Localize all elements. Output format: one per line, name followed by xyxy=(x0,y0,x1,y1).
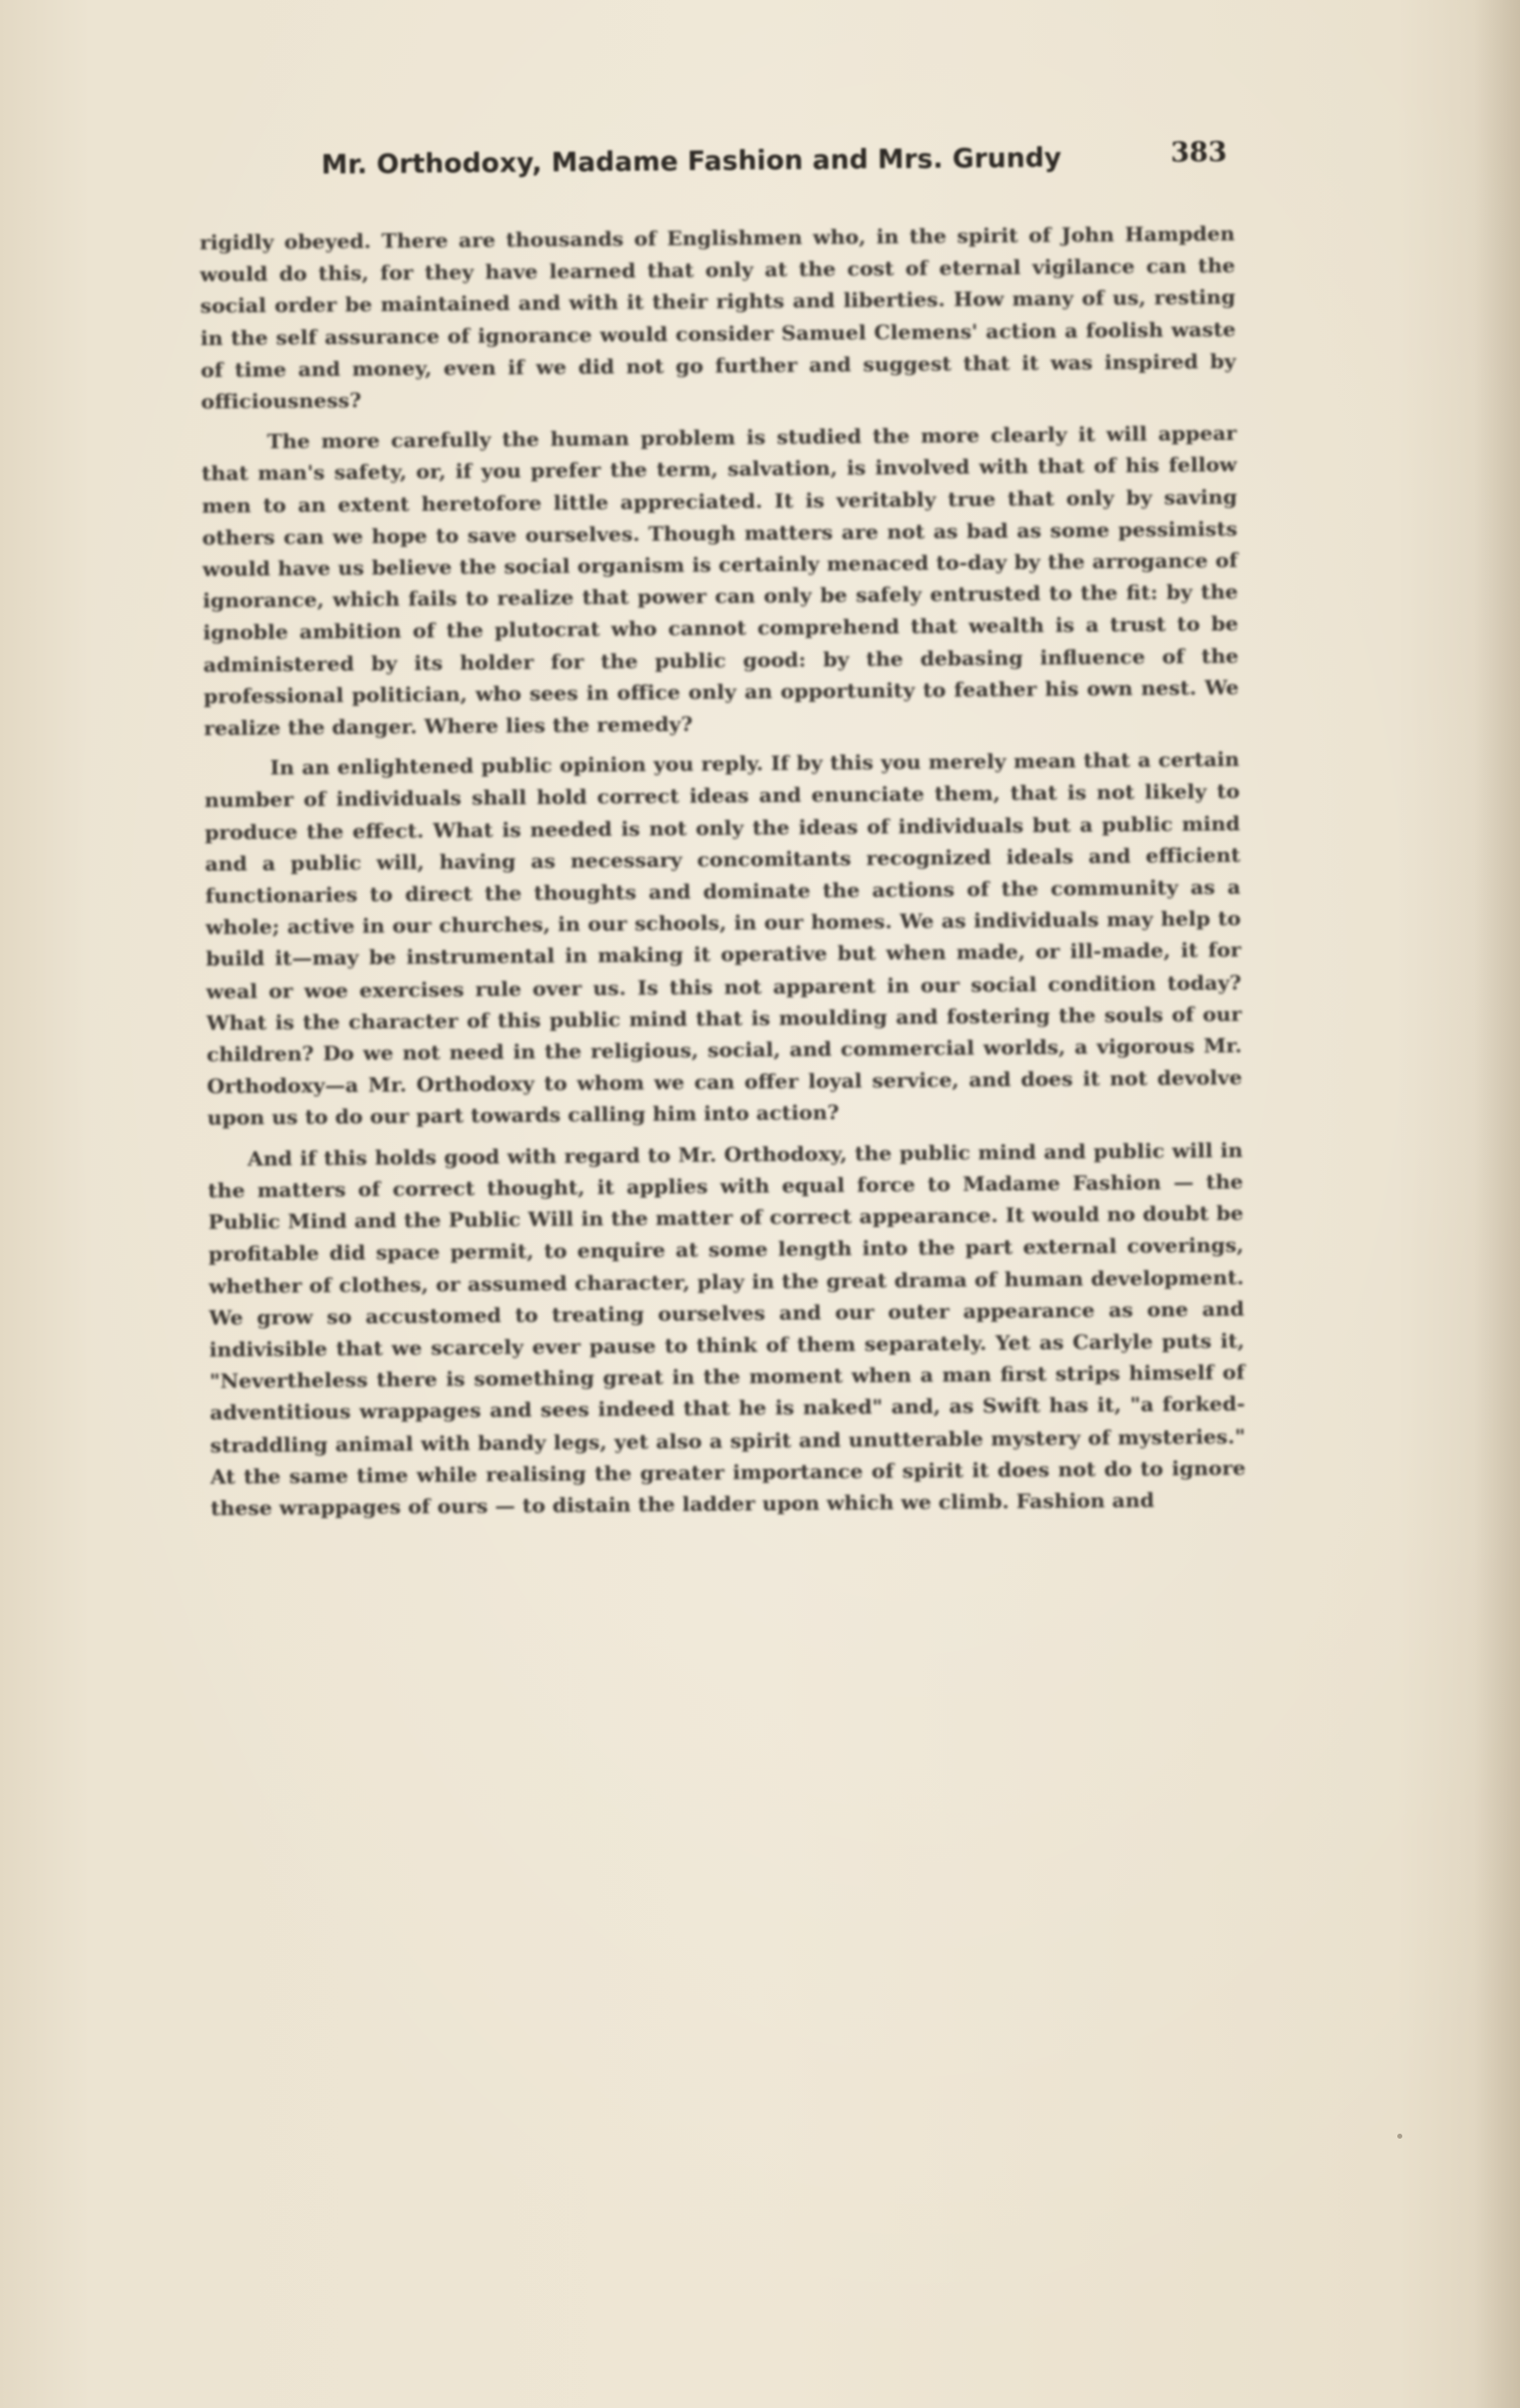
body-text xyxy=(199,218,1246,1525)
paragraph-2: The more carefully the human problem is studied the more clearly it will appear that man's safety, or, if you prefer the term, salvation, is involved with that of his fellow men to an extent heretofore little appreciated. It is veritably true that only by saving others can we hope to save ourselves. Though matters are not as bad as some pessimists would have us believe the social organism is certainly menaced to-day by the arrogance of ignorance, which fails to realize that power can only be safely entrusted to the fit: by the ignoble ambition of the plutocrat who cannot comprehend that wealth is a trust to be administered by its holder for the public good: by the debasing influence of the professional politician, who sees in office only an opportunity to feather his own nest. We realize the danger. Where lies the remedy? xyxy=(201,421,1240,740)
running-header xyxy=(321,137,1227,186)
running-title: Mr. Orthodoxy, Madame Fashion and Mrs. Grundy xyxy=(321,142,1062,181)
paragraph-4: And if this holds good with regard to Mr. Orthodoxy, the public mind and public will in the matters of correct thought, it applies with equal force to Madame Fashion — the Public Mind and the Public Will in the matter of correct appearance. It would no doubt be profitable did space permit, to enquire at some length into the part external coverings, whether of clothes, or assumed character, play in the great drama of human development. We grow so accustomed to treating ourselves and our outer appearance as one and indivisible that we scarcely ever pause to think of them separately. Yet as Carlyle puts it, "Nevertheless there is something great in the moment when a man first strips himself of adventitious wrappages and sees indeed that he is naked" and, as Swift has it, "a forked-straddling animal with bandy legs, yet also a spirit and unutterable mystery of mysteries." At the same time while realising the greater importance of spirit it does not do to ignore these wrappages of ours — to distain the ladder upon which we climb. Fashion and xyxy=(207,1138,1246,1520)
page-number: 383 xyxy=(1170,137,1228,169)
paper-speck xyxy=(1397,2134,1402,2139)
paragraph-3: In an enlightened public opinion you reply. If by this you merely mean that a certain number of individuals shall hold correct ideas and enunciate them, that is not likely to produce the effect. What is needed is not only the ideas of individuals but a public mind and a public will, having as necessary concomitants recognized ideals and efficient functionaries to direct the thoughts and dominate the actions of the community as a whole; active in our churches, in our schools, in our homes. We as individuals may help to build it—may be instrumental in making it operative but when made, or ill-made, it for weal or woe exercises rule over us. Is this not apparent in our social condition today? What is the character of this public mind that is moulding and fostering the souls of our children? Do we not need in the religious, social, and commercial worlds, a vigorous Mr. Orthodoxy—a Mr. Orthodoxy to whom we can offer loyal service, and does it not devolve upon us to do our part towards calling him into action? xyxy=(203,748,1243,1130)
page-edge-shadow xyxy=(1474,0,1520,2408)
paragraph-1: rigidly obeyed. There are thousands of Englishmen who, in the spirit of John Hampden would do this, for they have learned that only at the cost of eternal vigilance can the social order be maintained and with it their rights and liberties. How many of us, resting in the self assurance of ignorance would consider Samuel Clemens' action a foolish waste of time and money, even if we did not go further and suggest that it was inspired by officiousness? xyxy=(199,221,1237,414)
